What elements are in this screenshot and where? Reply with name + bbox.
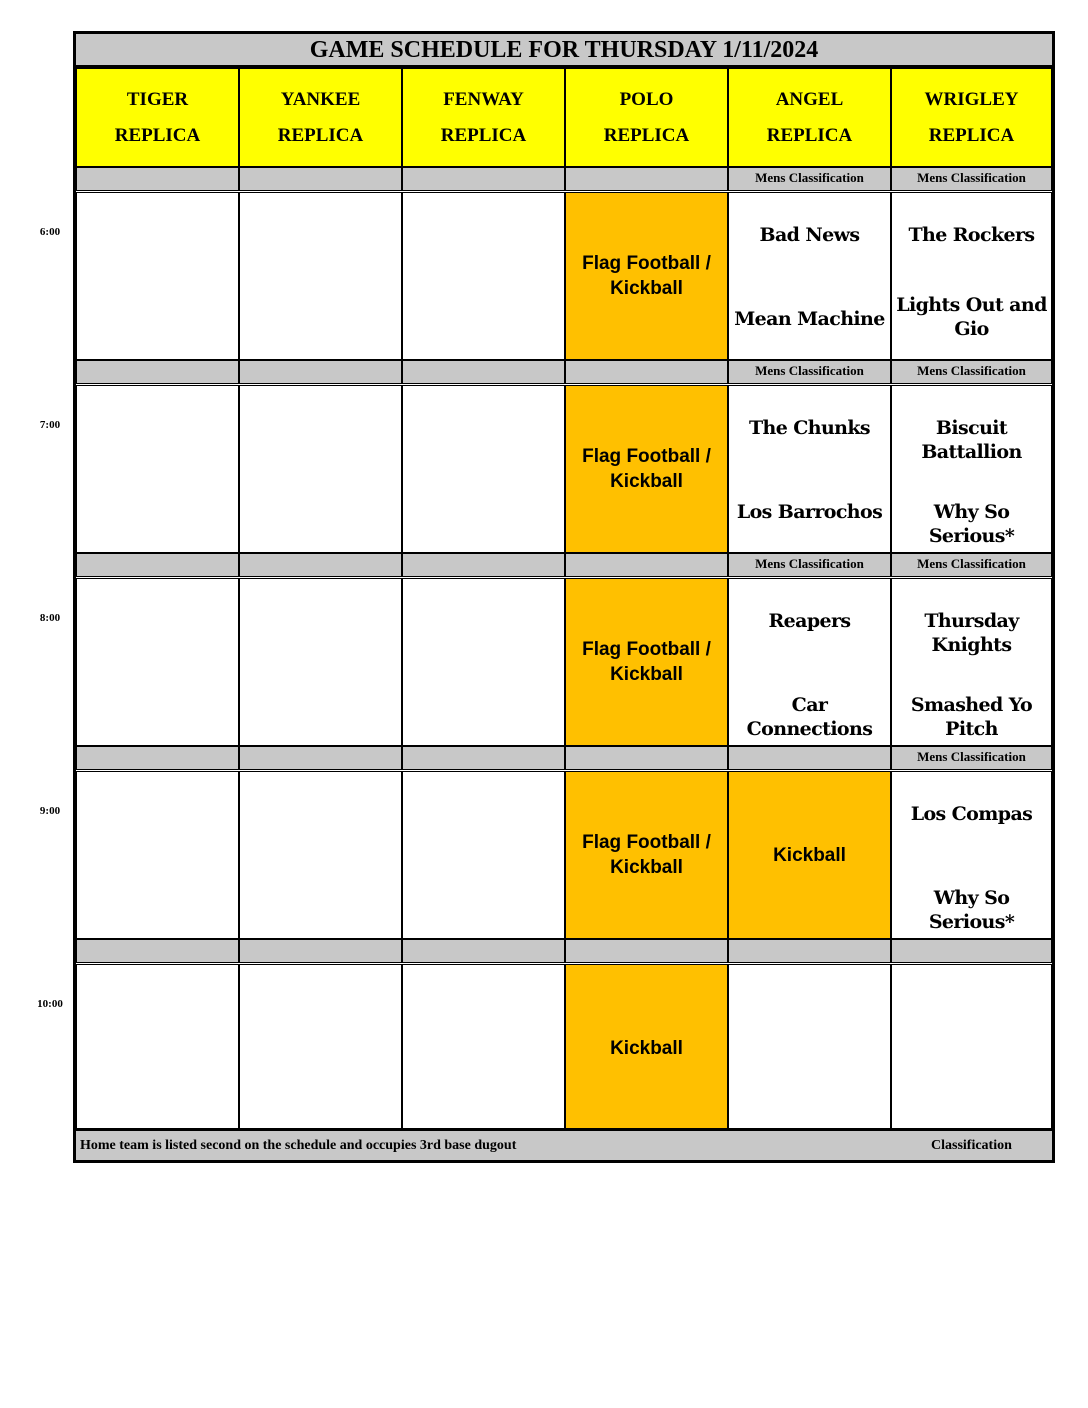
- time-label: 6:00: [39, 226, 61, 238]
- block-label: Kickball: [773, 844, 846, 866]
- reserved-block: [565, 578, 728, 746]
- game-cell: [891, 385, 1052, 553]
- classification-band: Mens Classification: [891, 167, 1052, 191]
- classification-band: [565, 360, 728, 384]
- empty-cell: [402, 192, 565, 360]
- empty-cell: [239, 964, 402, 1132]
- block-label: Flag Football / Kickball: [582, 832, 711, 878]
- block-label: Flag Football / Kickball: [582, 253, 711, 299]
- game-cell: [891, 578, 1052, 746]
- block-label: Kickball: [610, 1037, 683, 1059]
- classification-band: Mens Classification: [728, 553, 891, 577]
- time-label: 8:00: [39, 612, 61, 624]
- game-cell: [728, 385, 891, 553]
- classification-band: Mens Classification: [891, 360, 1052, 384]
- field-header-polo: [565, 68, 728, 167]
- time-label: 9:00: [39, 805, 61, 817]
- field-name: YANKEE: [280, 88, 361, 110]
- classification-band: [728, 746, 891, 770]
- field-name: WRIGLEY: [924, 88, 1019, 110]
- game-cell: [728, 192, 891, 360]
- field-header-fenway: [402, 68, 565, 167]
- classification-band: [402, 746, 565, 770]
- home-team: Mean Machine: [734, 308, 885, 330]
- empty-cell: [76, 771, 239, 939]
- classification-band: [76, 553, 239, 577]
- away-team: The Rockers: [908, 224, 1035, 246]
- classification-band: [565, 939, 728, 963]
- empty-cell: [891, 964, 1052, 1132]
- classification-band: [76, 939, 239, 963]
- reserved-block: [565, 385, 728, 553]
- empty-cell: [76, 578, 239, 746]
- empty-cell: [76, 964, 239, 1132]
- page-title: GAME SCHEDULE FOR THURSDAY 1/11/2024: [76, 34, 1052, 68]
- game-cell: [891, 192, 1052, 360]
- classification-band: [402, 939, 565, 963]
- footer-note: Home team is listed second on the schedule and occupies 3rd base dugout: [80, 1138, 517, 1153]
- classification-band: [239, 939, 402, 963]
- field-header-yankee: [239, 68, 402, 167]
- classification-band: [565, 553, 728, 577]
- empty-cell: [76, 385, 239, 553]
- field-subtitle: REPLICA: [603, 124, 690, 146]
- reserved-block: [565, 964, 728, 1132]
- classification-band: [76, 167, 239, 191]
- empty-cell: [239, 192, 402, 360]
- classification-band: [76, 746, 239, 770]
- field-header-wrigley: [891, 68, 1052, 167]
- classification-band: [402, 553, 565, 577]
- away-team: Biscuit Battallion: [921, 417, 1022, 463]
- empty-cell: [239, 578, 402, 746]
- empty-cell: [402, 771, 565, 939]
- field-header-angel: [728, 68, 891, 167]
- classification-band: [565, 746, 728, 770]
- time-label: 7:00: [39, 419, 61, 431]
- reserved-block: [728, 771, 891, 939]
- field-name: ANGEL: [775, 88, 844, 110]
- home-team: Why So Serious*: [928, 501, 1015, 547]
- away-team: The Chunks: [748, 417, 871, 439]
- away-team: Reapers: [768, 610, 851, 632]
- schedule-table: [73, 31, 1055, 1163]
- classification-band: [565, 167, 728, 191]
- home-team: Lights Out and Gio: [896, 294, 1047, 340]
- empty-cell: [76, 192, 239, 360]
- empty-cell: [402, 385, 565, 553]
- classification-band: [402, 360, 565, 384]
- empty-cell: [239, 771, 402, 939]
- reserved-block: [565, 771, 728, 939]
- field-name: TIGER: [126, 88, 189, 110]
- classification-band: [891, 939, 1052, 963]
- away-team: Los Compas: [910, 803, 1033, 825]
- time-label: 10:00: [37, 998, 63, 1010]
- classification-band: Mens Classification: [891, 553, 1052, 577]
- empty-cell: [728, 964, 891, 1132]
- game-cell: [728, 578, 891, 746]
- field-header-tiger: [76, 68, 239, 167]
- home-team: Why So Serious*: [928, 887, 1015, 933]
- classification-band: Mens Classification: [728, 360, 891, 384]
- field-subtitle: REPLICA: [440, 124, 527, 146]
- game-cell: [891, 771, 1052, 939]
- reserved-block: [565, 192, 728, 360]
- block-label: Flag Football / Kickball: [582, 446, 711, 492]
- field-subtitle: REPLICA: [114, 124, 201, 146]
- empty-cell: [402, 964, 565, 1132]
- classification-band: [239, 553, 402, 577]
- field-name: FENWAY: [443, 88, 524, 110]
- home-team: Los Barrochos: [736, 501, 883, 523]
- footer: [76, 1128, 1052, 1160]
- home-team: Smashed Yo Pitch: [910, 694, 1033, 740]
- classification-band: [728, 939, 891, 963]
- field-subtitle: REPLICA: [928, 124, 1015, 146]
- classification-band: Mens Classification: [891, 746, 1052, 770]
- home-team: Car Connections: [746, 694, 873, 740]
- field-subtitle: REPLICA: [277, 124, 364, 146]
- empty-cell: [402, 578, 565, 746]
- classification-band: [402, 167, 565, 191]
- field-subtitle: REPLICA: [766, 124, 853, 146]
- classification-band: [239, 360, 402, 384]
- empty-cell: [239, 385, 402, 553]
- block-label: Flag Football / Kickball: [582, 639, 711, 685]
- classification-band: Mens Classification: [728, 167, 891, 191]
- classification-band: [76, 360, 239, 384]
- field-name: POLO: [619, 88, 674, 110]
- away-team: Bad News: [759, 224, 860, 246]
- away-team: Thursday Knights: [924, 610, 1019, 656]
- classification-band: [239, 167, 402, 191]
- footer-legend: Classification: [931, 1138, 1012, 1153]
- classification-band: [239, 746, 402, 770]
